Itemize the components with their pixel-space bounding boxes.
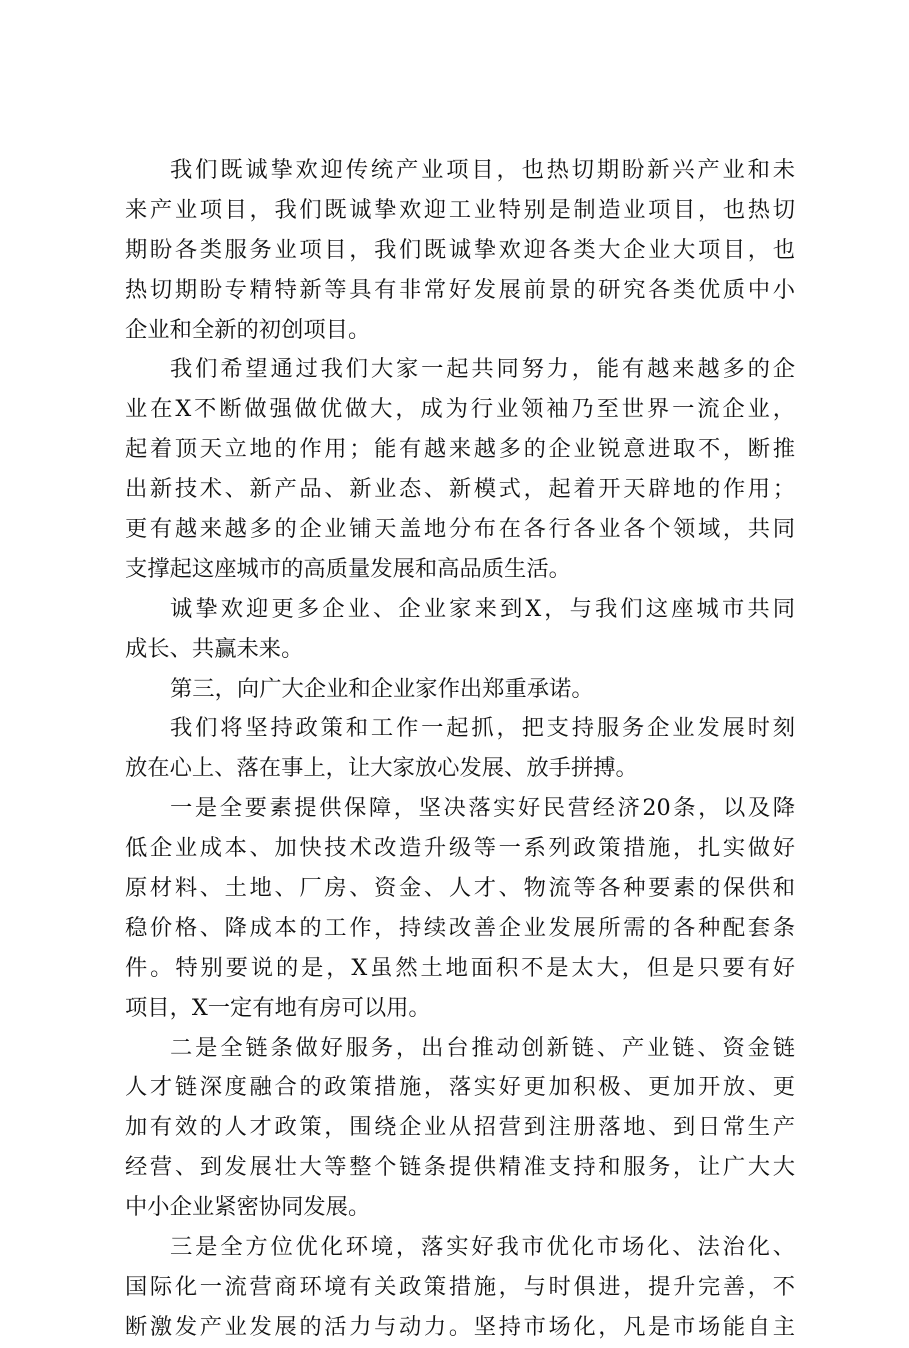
paragraph-line: 原材料、土地、厂房、资金、人才、物流等各种要素的保供和 (125, 875, 795, 902)
paragraph-line: 一是全要素提供保障，坚决落实好民营经济20条，以及降 (170, 795, 795, 822)
paragraph-line: 出新技术、新产品、新业态、新模式，起着开天辟地的作用； (125, 476, 795, 503)
paragraph-line: 热切期盼专精特新等具有非常好发展前景的研究各类优质中小 (125, 276, 795, 303)
paragraph-line: 二是全链条做好服务，出台推动创新链、产业链、资金链 (170, 1034, 795, 1061)
paragraph-line: 诚挚欢迎更多企业、企业家来到X，与我们这座城市共同 (170, 595, 795, 622)
section-heading-line: 第三，向广大企业和企业家作出郑重承诺。 (170, 675, 594, 702)
paragraph-line: 件。特别要说的是，X虽然土地面积不是太大，但是只要有好 (125, 954, 795, 981)
paragraph-line: 项目，X一定有地有房可以用。 (125, 994, 431, 1021)
paragraph-line: 放在心上、落在事上，让大家放心发展、放手拼搏。 (125, 755, 638, 782)
paragraph-line: 成长、共赢未来。 (125, 635, 304, 662)
paragraph-line: 支撑起这座城市的高质量发展和高品质生活。 (125, 555, 571, 582)
paragraph-line: 我们希望通过我们大家一起共同努力，能有越来越多的企 (170, 356, 795, 383)
paragraph-line: 我们既诚挚欢迎传统产业项目，也热切期盼新兴产业和未 (170, 157, 795, 183)
paragraph-line: 断激发产业发展的活力与动力。坚持市场化，凡是市场能自主 (125, 1313, 795, 1340)
paragraph-line: 低企业成本、加快技术改造升级等一系列政策措施，扎实做好 (125, 835, 795, 862)
paragraph-line: 中小企业紧密协同发展。 (125, 1194, 371, 1221)
paragraph-line: 业在X不断做强做优做大，成为行业领袖乃至世界一流企业， (125, 396, 795, 423)
document-body (125, 151, 795, 1348)
paragraph-line: 企业和全新的初创项目。 (125, 316, 371, 343)
paragraph-line: 起着顶天立地的作用；能有越来越多的企业锐意进取不，断推 (125, 436, 795, 463)
paragraph-line: 来产业项目，我们既诚挚欢迎工业特别是制造业项目，也热切 (125, 196, 795, 223)
paragraph-line: 人才链深度融合的政策措施，落实好更加积极、更加开放、更 (125, 1074, 795, 1101)
paragraph-line: 三是全方位优化环境，落实好我市优化市场化、法治化、 (170, 1234, 795, 1261)
paragraph-line: 我们将坚持政策和工作一起抓，把支持服务企业发展时刻 (170, 715, 795, 742)
paragraph-line: 稳价格、降成本的工作，持续改善企业发展所需的各种配套条 (125, 914, 795, 941)
paragraph-line: 经营、到发展壮大等整个链条提供精准支持和服务，让广大大 (125, 1154, 795, 1181)
paragraph-line: 加有效的人才政策，围绕企业从招营到注册落地、到日常生产 (125, 1114, 795, 1141)
paragraph-line: 期盼各类服务业项目，我们既诚挚欢迎各类大企业大项目，也 (125, 236, 795, 263)
paragraph-line: 国际化一流营商环境有关政策措施，与时俱进，提升完善，不 (125, 1273, 795, 1300)
paragraph-line: 更有越来越多的企业铺天盖地分布在各行各业各个领域，共同 (125, 516, 795, 543)
